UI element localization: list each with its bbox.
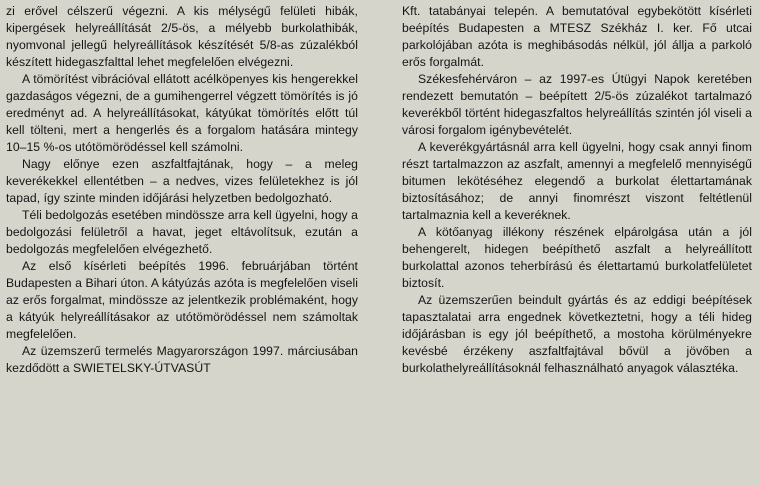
paragraph: Téli bedolgozás esetében mindössze arra kell ügyelni, hogy a bedolgozási felületről a havat, jeget eltávolítsuk, ezután a bedolgozás megfelelően elvégezhető. bbox=[6, 208, 358, 256]
paragraph: Az üzemszerű termelés Magyarországon 1997. márciusában kezdődött a SWIETELSKY-ÚTVASÚT bbox=[6, 344, 358, 375]
paragraph: zi erővel célszerű végezni. A kis mélységű felületi hibák, kipergések helyreállítását 2/5-ös, a mélyebb burkolathibák, nyomvonal jellegű helyreállítások készítését 5/8-as zúzalékból készített hidegaszfalttal lehet megfelelően elvégezni. bbox=[6, 4, 358, 69]
paragraph: Az üzemszerűen beindult gyártás és az eddigi beépítések tapasztalatai arra engednek következtetni, hogy a téli hideg időjárásban is egy jól beépíthető, a mostoha körülményekre kevésbé érzékeny aszfaltfajtával bővül a jövőben a burkolathelyreállításoknál felhasználható anyagok választéka. bbox=[402, 293, 752, 375]
paragraph: A kötőanyag illékony részének elpárolgása után a jól behengerelt, hidegen beépíthető aszfalt a helyreállított burkolattal azonos teherbírású és élettartamú burkolatfelületet biztosít. bbox=[402, 225, 752, 290]
paragraph: A tömörítést vibrációval ellátott acélköpenyes kis hengerekkel gazdaságos végezni, de a gumihengerrel végzett tömörítés is jó eredményt ad. A helyreállításokat, kátyúkat tömörítés előtt túl kell tölteni, mert a hengerlés és a forgalom hatására mintegy 10–15 %-os utótömörödéssel kell számolni. bbox=[6, 72, 358, 154]
paragraph: Nagy előnye ezen aszfaltfajtának, hogy – a meleg keverékekkel ellentétben – a nedves, vizes felületekhez is jól tapad, így szinte minden időjárási helyzetben bedolgozható. bbox=[6, 157, 358, 205]
paragraph: Székesfehérváron – az 1997-es Útügyi Napok keretében rendezett bemutatón – beépített 2/5-ös zúzalékot tartalmazó keverékből történt hidegaszfaltos helyreállítás szintén jól viseli a városi forgalom igénybevételét. bbox=[402, 72, 752, 137]
paragraph: Az első kísérleti beépítés 1996. februárjában történt Budapesten a Bihari úton. A kátyúzás azóta is megfelelően viseli az erős forgalmat, mindössze az jelentkezik problémaként, hogy a kátyúk helyreállításakor az utótömörödéssel nem számoltak megfelelően. bbox=[6, 259, 358, 341]
left-column bbox=[6, 3, 358, 377]
paragraph: A keverékgyártásnál arra kell ügyelni, hogy csak annyi finom részt tartalmazzon az aszfalt, amennyi a megfelelő mennyiségű bitumen lekötéséhez elegendő a burkolat élettartamának biztosításához; de annyi finomrészt viszont feltétlenül tartalmaznia kell a keveréknek. bbox=[402, 140, 752, 222]
right-column bbox=[402, 3, 752, 377]
paragraph: Kft. tatabányai telepén. A bemutatóval egybekötött kísérleti beépítés Budapesten a MTESZ Székház I. ker. Fő utcai parkolójában azóta is meghibásodás nélkül, jól állja a parkoló erős forgalmát. bbox=[402, 4, 752, 69]
